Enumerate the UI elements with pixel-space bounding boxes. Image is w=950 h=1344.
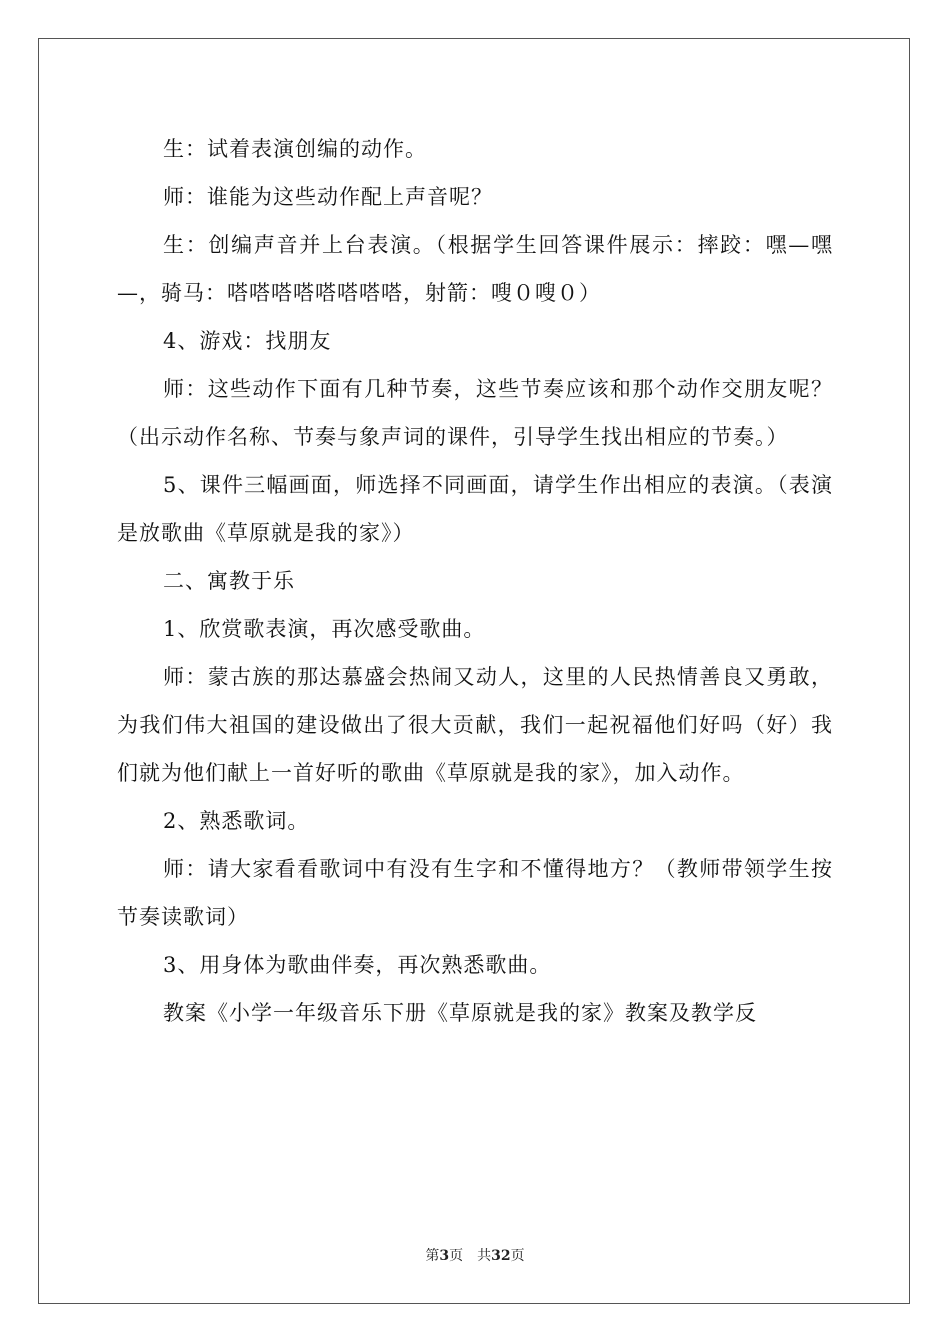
paragraph: 1、欣赏歌表演，再次感受歌曲。 (163, 617, 486, 641)
page-footer (0, 1245, 950, 1265)
section-heading: 二、寓教于乐 (163, 569, 295, 593)
page-number-current: 3 (439, 1248, 450, 1264)
paragraph: 2、熟悉歌词。 (163, 809, 310, 833)
paragraph: 师：谁能为这些动作配上声音呢？ (163, 185, 493, 209)
paragraph: 生：创编声音并上台表演。（根据学生回答课件展示：摔跤：嘿—嘿—，骑马：嗒嗒嗒嗒嗒嗒嗒嗒，射箭：嗖０嗖０） (117, 233, 833, 305)
paragraph: 5、课件三幅画面，师选择不同画面，请学生作出相应的表演。（表演是放歌曲《草原就是我的家》） (117, 473, 833, 545)
paragraph: 师：蒙古族的那达慕盛会热闹又动人，这里的人民热情善良又勇敢，为我们伟大祖国的建设做出了很大贡献，我们一起祝福他们好吗（好）我们就为他们献上一首好听的歌曲《草原就是我的家》，加入动作。 (117, 665, 833, 785)
page-number-suffix: 页 (510, 1248, 525, 1264)
paragraph: 师：请大家看看歌词中有没有生字和不懂得地方？（教师带领学生按节奏读歌词） (117, 857, 833, 929)
page-number-prefix: 第 (425, 1248, 440, 1264)
paragraph: 3、用身体为歌曲伴奏，再次熟悉歌曲。 (163, 953, 552, 977)
paragraph: 生：试着表演创编的动作。 (163, 137, 427, 161)
page-number-total: 32 (491, 1248, 511, 1264)
paragraph: 师：这些动作下面有几种节奏，这些节奏应该和那个动作交朋友呢？（出示动作名称、节奏与象声词的课件，引导学生找出相应的节奏。） (117, 377, 833, 449)
document-body (117, 125, 833, 1037)
paragraph: 教案《小学一年级音乐下册《草原就是我的家》教案及教学反 (163, 1001, 757, 1025)
paragraph: 4、游戏：找朋友 (163, 329, 332, 353)
page-number-mid: 页 共 (449, 1248, 492, 1264)
